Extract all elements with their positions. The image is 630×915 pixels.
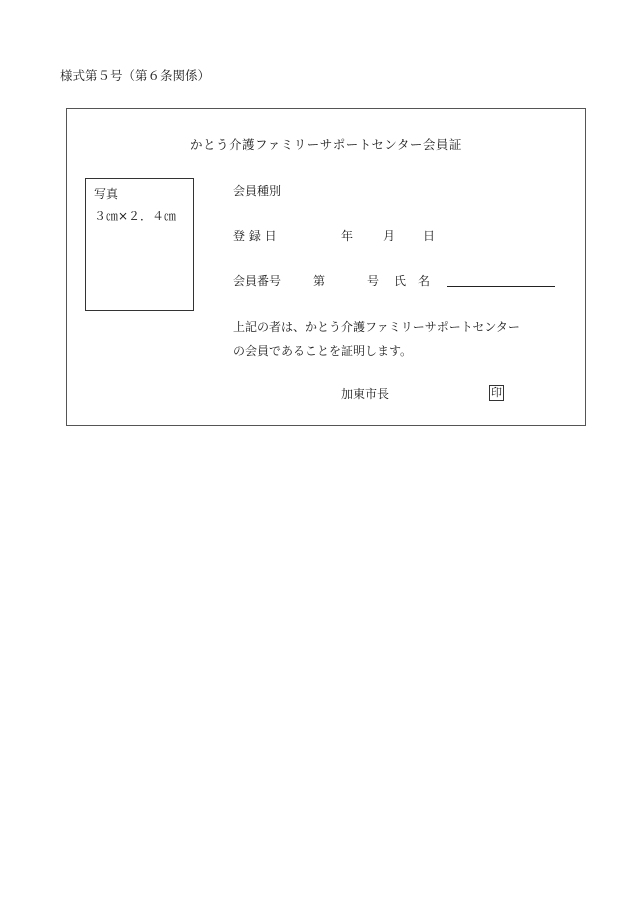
- member-number-dai: 第: [313, 274, 326, 288]
- membership-card: [66, 108, 586, 426]
- photo-label: 写真: [94, 187, 119, 201]
- card-title: かとう介護ファミリーサポートセンター会員証: [190, 137, 462, 152]
- name-label: 氏 名: [394, 274, 431, 288]
- registration-year-label: 年: [341, 229, 354, 243]
- member-number-label: 会員番号: [233, 274, 282, 288]
- issuer-label: 加東市長: [341, 387, 390, 401]
- certification-line-1: 上記の者は、かとう介護ファミリーサポートセンター: [233, 320, 520, 334]
- certification-line-2: の会員であることを証明します。: [233, 344, 413, 358]
- registration-month-label: 月: [383, 229, 396, 243]
- form-number-label: 様式第５号（第６条関係）: [60, 68, 211, 83]
- registration-date-label: 登 録 日: [233, 229, 277, 243]
- seal-mark: 印: [491, 386, 502, 399]
- name-underline: [447, 286, 555, 287]
- photo-area: [85, 178, 194, 311]
- registration-day-label: 日: [423, 229, 436, 243]
- photo-size: ３㎝×２．４㎝: [94, 209, 177, 223]
- member-number-go: 号: [367, 274, 380, 288]
- member-type-label: 会員種別: [233, 184, 282, 198]
